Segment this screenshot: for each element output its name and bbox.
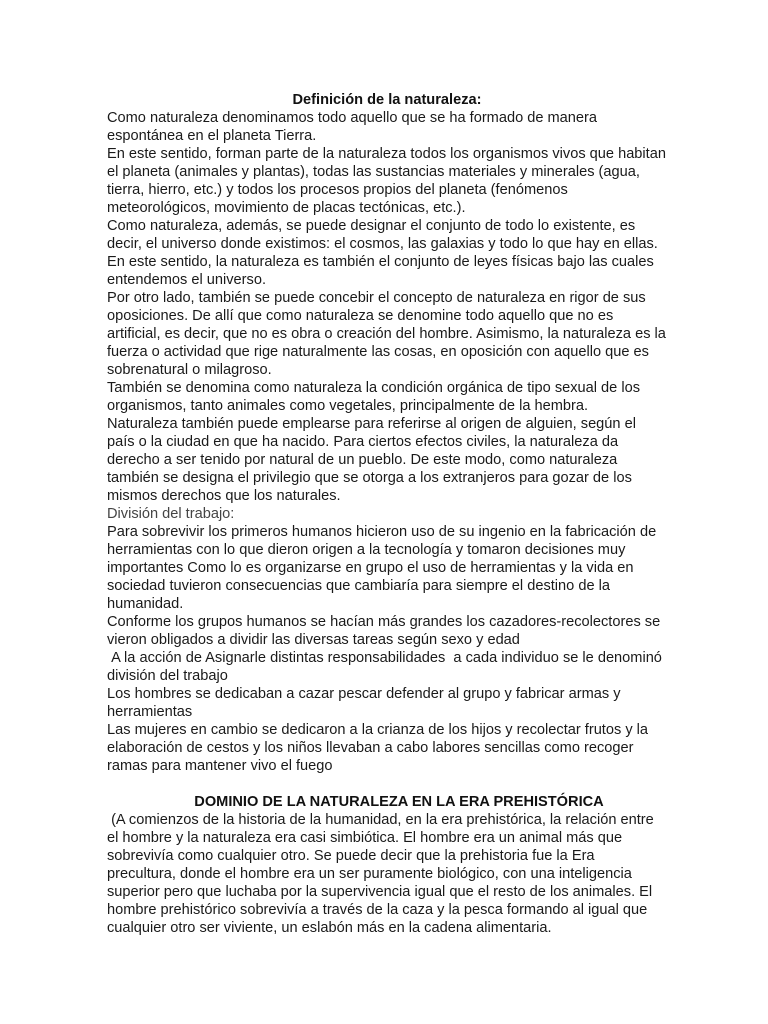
section-title-naturaleza: Definición de la naturaleza: bbox=[292, 92, 482, 108]
paragraph: Los hombres se dedicaban a cazar pescar defender al grupo y fabricar armas y herramientas bbox=[107, 686, 625, 720]
paragraph: A la acción de Asignarle distintas responsabilidades a cada individuo se le denominó división del trabajo bbox=[107, 650, 666, 684]
paragraph: Conforme los grupos humanos se hacían más grandes los cazadores-recolectores se vieron obligados a dividir las diversas tareas según sexo y edad bbox=[107, 614, 665, 648]
paragraph: Las mujeres en cambio se dedicaron a la crianza de los hijos y recolectar frutos y la elaboración de cestos y los niños llevaban a cabo labores sencillas como recoger ramas para mantener vivo el fuego bbox=[107, 722, 653, 774]
section-title-dominio-naturaleza: DOMINIO DE LA NATURALEZA EN LA ERA PREHISTÓRICA bbox=[194, 794, 604, 810]
paragraph: También se denomina como naturaleza la condición orgánica de tipo sexual de los organismos, tanto animales como vegetales, principalmente de la hembra. bbox=[107, 380, 645, 414]
paragraph: Para sobrevivir los primeros humanos hicieron uso de su ingenio en la fabricación de herramientas con lo que dieron origen a la tecnología y tomaron decisiones muy importantes Como lo es organizarse en grupo el uso de herramientas y la vida en sociedad tuvieron consecuencias que cambiaría para siempre el destino de la humanidad. bbox=[107, 524, 661, 612]
section-title-division-trabajo: División del trabajo: bbox=[107, 506, 235, 522]
paragraph: Como naturaleza denominamos todo aquello que se ha formado de manera espontánea en el planeta Tierra. bbox=[107, 110, 602, 144]
paragraph: (A comienzos de la historia de la humanidad, en la era prehistórica, la relación entre el hombre y la naturaleza era casi simbiótica. El hombre era un animal más que sobrevivía como cualquier otro. Se puede decir que la prehistoria fue la Era precultura, donde el hombre era un ser puramente biológico, con una inteligencia superior pero que luchaba por la supervivencia igual que el resto de los animales. El hombre prehistórico sobrevivía a través de la caza y la pesca formando al igual que cualquier otro ser viviente, un eslabón más en la cadena alimentaria. bbox=[107, 812, 658, 936]
paragraph: Por otro lado, también se puede concebir el concepto de naturaleza en rigor de sus oposiciones. De allí que como naturaleza se denomine todo aquello que no es artificial, es decir, que no es obra o creación del hombre. Asimismo, la naturaleza es la fuerza o actividad que rige naturalmente las cosas, en oposición con aquello que es sobrenatural o milagroso. bbox=[107, 290, 670, 378]
spacer bbox=[107, 775, 667, 793]
paragraph: Naturaleza también puede emplearse para referirse al origen de alguien, según el país o la ciudad en que ha nacido. Para ciertos efectos civiles, la naturaleza da derecho a ser tenido por natural de un pueblo. De este modo, como naturaleza también se designa el privilegio que se otorga a los extranjeros para gozar de los mismos derechos que los naturales. bbox=[107, 416, 641, 504]
paragraph: Como naturaleza, además, se puede designar el conjunto de todo lo existente, es decir, el universo donde existimos: el cosmos, las galaxias y todo lo que hay en ellas. En este sentido, la naturaleza es también el conjunto de leyes físicas bajo las cuales entendemos el universo. bbox=[107, 218, 662, 288]
paragraph: En este sentido, forman parte de la naturaleza todos los organismos vivos que habitan el planeta (animales y plantas), todas las sustancias materiales y minerales (agua, tierra, hierro, etc.) y todos los procesos propios del planeta (fenómenos meteorológicos, movimiento de placas tectónicas, etc.). bbox=[107, 146, 671, 216]
document-page bbox=[107, 91, 671, 937]
